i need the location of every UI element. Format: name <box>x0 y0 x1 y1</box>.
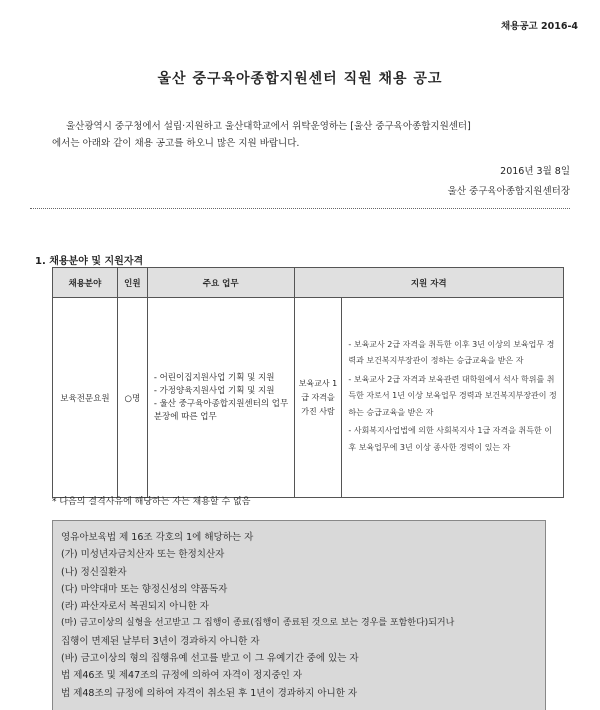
disqualification-line: 집행이 면제된 날부터 3년이 경과하지 아니한 자 <box>61 635 260 647</box>
cell-field: 보육전문요원 <box>53 298 118 498</box>
qualification-item: - 사회복지사업법에 의한 사회복지사 1급 자격을 취득한 이후 보육업무에 3년 이상 종사한 경력이 있는 자 <box>348 426 552 452</box>
intro-paragraph <box>52 118 560 152</box>
document-number: 채용공고 2016-4 <box>500 21 578 32</box>
announcement-date: 2016년 3월 8일 <box>500 166 570 177</box>
header-qualifications: 지원 자격 <box>294 268 563 298</box>
intro-line-1: 울산광역시 중구청에서 설립·지원하고 울산대학교에서 위탁운영하는 [울산 중구육아종합지원센터] <box>66 121 471 132</box>
header-count: 인원 <box>117 268 147 298</box>
header-duties: 주요 업무 <box>147 268 294 298</box>
disqualification-line: (다) 마약대마 또는 향정신성의 약품독자 <box>61 583 228 595</box>
intro-line-2: 에서는 아래와 같이 채용 공고를 하오니 많은 지원 바랍니다. <box>52 138 300 149</box>
cell-duties <box>147 298 294 498</box>
dotted-divider <box>30 208 570 209</box>
duty-item: - 가정양육지원사업 기획 및 지원 <box>153 385 275 396</box>
disqualification-line: (마) 금고이상의 실형을 선고받고 그 집행이 종료(집행이 종료된 것으로 보는 경우를 포함한다)되거나 <box>61 618 455 629</box>
recruitment-table <box>52 267 564 498</box>
page-title: 울산 중구육아종합지원센터 직원 채용 공고 <box>157 71 443 87</box>
table-row <box>53 298 564 498</box>
header-field: 채용분야 <box>53 268 118 298</box>
duty-item: - 어린이집지원사업 기획 및 지원 <box>153 372 275 383</box>
issuer-name: 울산 중구육아종합지원센터장 <box>447 186 570 197</box>
table-header-row <box>53 268 564 298</box>
disqualification-line: (라) 파산자로서 복권되지 아니한 자 <box>61 601 209 613</box>
disqualification-line: (나) 정신질환자 <box>61 566 127 578</box>
qualification-item: - 보육교사 2급 자격과 보육관련 대학원에서 석사 학위를 취득한 자로서 1년 이상 보육업무 경력과 보건복지부장관이 정하는 승급교육을 받은 자 <box>348 374 557 417</box>
disqualification-line: 법 제48조의 규정에 의하여 자격이 취소된 후 1년이 경과하지 아니한 자 <box>61 687 358 699</box>
cell-count: ○명 <box>117 298 147 498</box>
disqualification-line: 법 제46조 및 제47조의 규정에 의하여 자격이 정지중인 자 <box>61 670 303 682</box>
disqualification-box <box>52 520 546 710</box>
disqualification-line: (바) 금고이상의 형의 집행유예 선고를 받고 이 그 유예기간 중에 있는 자 <box>61 653 359 665</box>
disqualification-line: 영유아보육법 제 16조 각호의 1에 해당하는 자 <box>61 532 254 543</box>
disqualification-note: * 다음의 결격사유에 해당하는 자는 채용할 수 없음 <box>52 497 251 507</box>
cell-qualifications <box>342 298 564 498</box>
qualification-item: - 보육교사 2급 자격을 취득한 이후 3년 이상의 보육업무 경력과 보건복지부장관이 정하는 승급교육을 받은 자 <box>348 339 555 366</box>
disqualification-line: (가) 미성년자금치산자 또는 한정치산자 <box>61 549 225 561</box>
cell-qual-main: 보육교사 1급 자격을 가진 사람 <box>294 298 342 498</box>
duty-item: - 울산 중구육아종합지원센터의 업무분장에 따른 업무 <box>153 398 289 422</box>
section-title: 1. 채용분야 및 지원자격 <box>35 256 144 267</box>
